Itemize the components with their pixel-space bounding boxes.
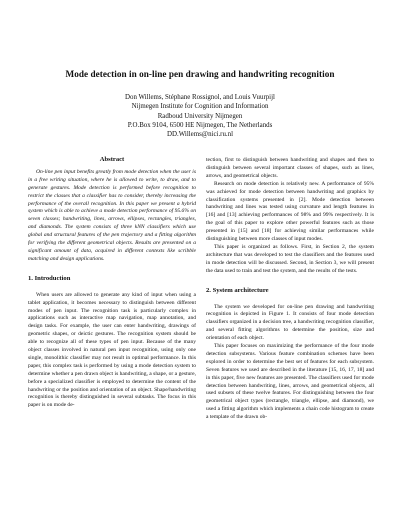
intro-paragraph-organization: This paper is organized as follows. First, in Section 2, the system architecture that was developed to test the classifiers and the features used in mode detection will be discussed. Second, in Section 3, we will present the data used to train and test the system, and the results of the tests. bbox=[206, 243, 374, 274]
left-column bbox=[28, 156, 196, 410]
paper-title: Mode detection in on-line pen drawing and handwriting recognition bbox=[65, 69, 335, 79]
intro-paragraph-related-work: Research on mode detection is relatively new. A performance of 95% was achieved for mode detection between handwriting and graphics by classification systems presented in [2]. Mode detection between handwriting and lines was tested using curvature and length features in [16] and [13] achieving performances of 98% and 99% respectively. It is the goal of this paper to explore other powerful features such as those presented in [15] and [18] for achieving similar performances while distinguishing between more classes of input modes. bbox=[206, 180, 374, 243]
section-heading-system-architecture: 2. System architecture bbox=[206, 286, 269, 294]
author-university: Radboud University Nijmegen bbox=[157, 112, 243, 120]
author-block bbox=[20, 93, 380, 139]
section-heading-introduction: 1. Introduction bbox=[28, 274, 71, 282]
abstract-heading: Abstract bbox=[99, 156, 125, 163]
abstract-text: On-line pen input benefits greatly from mode detection when the user is in a free writing situation, where he is allowed to write, to draw, and to generate gestures. Mode detection is performed before recognition to restrict the classes that a classifier has to consider, thereby increasing the performance of the overall recognition. In this paper we present a hybrid system which is able to achieve a mode detection performance of 95.6% on seven classes; handwriting, lines, arrows, ellipses, rectangles, triangles, and diamonds. The system consists of three kNN classifiers which use global and structural features of the pen trajectory and a fitting algorithm for verifying the different geometrical objects. Results are presented on a significant amount of data, acquired in different contexts like scribble matching and design applications. bbox=[28, 168, 196, 262]
system-architecture-paragraph-1: The system we developed for on-line pen drawing and handwriting recognition is depicted in Figure 1. It consists of four mode detection classifiers organized in a decision tree, a handwriting recognition classifier, and several fitting algorithms to determine the position, size and orientation of each object. bbox=[206, 303, 374, 342]
author-email: DD.Willems@nici.ru.nl bbox=[167, 131, 233, 139]
system-architecture-paragraph-2: This paper focuses on maximizing the performance of the four mode detection subsystems. Various feature combination schemes have been explored in order to determine the best set of features for each subsystem. Seven features we used are described in the literature [15, 16, 17, 18] and in this paper, five new features are presented. The classifiers used for mode detection between handwriting, lines, arrows, and geometrical objects, all used subsets of these twelve features. For distinguishing between the four geometrical object types (rectangle, triangle, ellipse, and diamond), we used a fitting algorithm which implements a chain code histogram to create a template of the drawn ob- bbox=[206, 343, 374, 421]
intro-continuation-paragraph: tection, first to distinguish between handwriting and shapes and then to distinguish between several important classes of shapes, such as lines, arrows, and geometrical objects. bbox=[206, 157, 374, 179]
right-column bbox=[206, 157, 374, 422]
author-names: Don Willems, Stéphane Rossignol, and Louis Vuurpijl bbox=[125, 94, 275, 101]
author-address: P.O.Box 9104, 6500 HE Nijmegen, The Netherlands bbox=[127, 121, 273, 129]
introduction-paragraph: When users are allowed to generate any kind of input when using a tablet application, it becomes necessary to distinguish between different modes of pen input. The recognition task is particularly complex in applications such as interactive map navigation, map annotation, and design tasks. For example, the user can enter handwriting, drawings of geometric shapes, or deictic gestures. The recognition system should be able to recognize all of these types of pen input. Because of the many object classes involved in natural pen input recognition, using only one single, monolithic classifier may not result in optimal performance. In this paper, this complex task is performed by using a mode detection system to determine whether a pen drawn object is handwriting, a shape, or a gesture, before a specialized classifier is employed to determine the content of the handwriting or the position and orientation of an object. Shape/handwriting recognition is thereby distinguished in several subtasks. The focus in this paper is on mode de- bbox=[28, 291, 196, 409]
author-institute: Nijmegen Institute for Cognition and Information bbox=[131, 103, 269, 111]
